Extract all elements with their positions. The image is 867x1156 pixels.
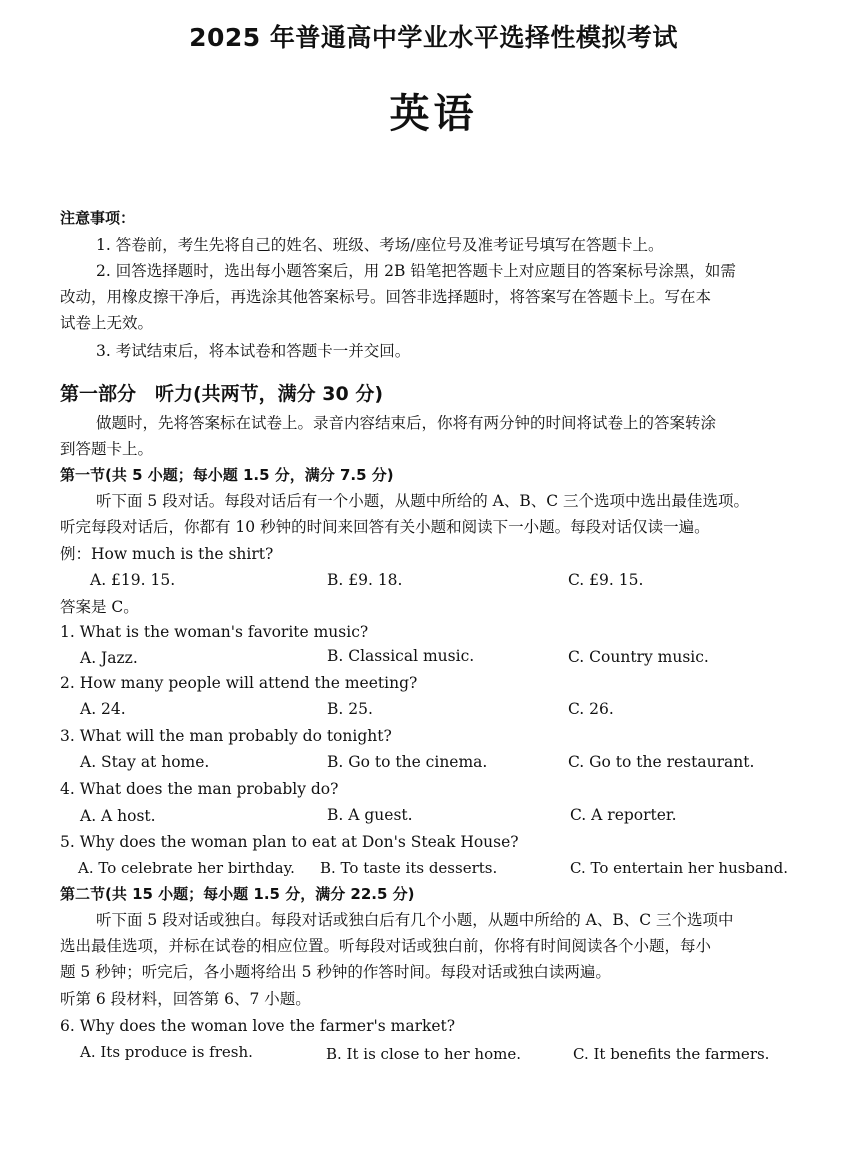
part-intro: 做题时，先将答案标在试卷上。录音内容结束后，你将有两分钟的时间将试卷上的答案转涂 [96,414,717,432]
example-option-b: B. £9. 18. [327,571,403,589]
part-heading: 第一部分 听力(共两节，满分 30 分) [60,383,384,405]
material-note: 听第 6 段材料，回答第 6、7 小题。 [60,990,311,1008]
section-intro: 听完每段对话后，你都有 10 秒钟的时间来回答有关小题和阅读下一小题。每段对话仅读一遍。 [60,518,710,536]
question: 1. What is the woman's favorite music? [60,623,369,641]
option-a: A. Jazz. [80,649,138,667]
example-option-a: A. £19. 15. [90,571,176,589]
exam-title: 2025 年普通高中学业水平选择性模拟考试 [189,23,678,52]
question: 5. Why does the woman plan to eat at Don's Steak House? [60,833,519,851]
option-b: B. It is close to her home. [326,1045,521,1063]
question: 3. What will the man probably do tonight? [60,727,392,745]
option-c: C. Go to the restaurant. [568,753,755,771]
section-intro: 听下面 5 段对话或独白。每段对话或独白后有几个小题，从题中所给的 A、B、C 三个选项中 [96,911,734,929]
option-b: B. Go to the cinema. [327,753,488,771]
notice-item: 2. 回答选择题时，选出每小题答案后，用 2B 铅笔把答题卡上对应题目的答案标号涂黑，如需 [96,262,736,280]
option-b: B. 25. [327,700,373,718]
option-b: B. Classical music. [327,647,475,665]
example-answer: 答案是 C。 [60,598,139,616]
option-c: C. Country music. [568,648,709,666]
section-heading: 第一节(共 5 小题；每小题 1.5 分，满分 7.5 分) [60,466,394,484]
subject-title: 英语 [389,91,478,137]
section-heading: 第二节(共 15 小题；每小题 1.5 分，满分 22.5 分) [60,885,415,903]
question: 2. How many people will attend the meeting? [60,674,418,692]
option-c: C. 26. [568,700,614,718]
section-intro: 选出最佳选项，并标在试卷的相应位置。听每段对话或独白前，你将有时间阅读各个小题，每小 [60,937,712,955]
option-c: C. It benefits the farmers. [573,1045,770,1063]
notice-item: 改动，用橡皮擦干净后，再选涂其他答案标号。回答非选择题时，将答案写在答题卡上。写在本 [60,288,712,306]
section-intro: 题 5 秒钟；听完后，各小题将给出 5 秒钟的作答时间。每段对话或独白读两遍。 [60,963,611,981]
question: 4. What does the man probably do? [60,780,339,798]
section-intro: 听下面 5 段对话。每段对话后有一个小题，从题中所给的 A、B、C 三个选项中选出最佳选项。 [96,492,750,510]
option-c: C. A reporter. [570,806,677,824]
part-intro: 到答题卡上。 [60,440,154,458]
notice-item: 试卷上无效。 [60,314,154,332]
example-question: 例：How much is the shirt? [60,545,274,563]
option-b: B. A guest. [327,806,413,824]
notice-item: 1. 答卷前，考生先将自己的姓名、班级、考场/座位号及准考证号填写在答题卡上。 [96,236,664,254]
notice-heading: 注意事项： [60,209,136,227]
option-c: C. To entertain her husband. [570,859,788,877]
example-option-c: C. £9. 15. [568,571,644,589]
option-a: A. Its produce is fresh. [80,1043,253,1061]
question: 6. Why does the woman love the farmer's market? [60,1017,456,1035]
option-a: A. 24. [80,700,126,718]
notice-item: 3. 考试结束后，将本试卷和答题卡一并交回。 [96,342,411,360]
option-a: A. Stay at home. [80,753,210,771]
option-a: A. To celebrate her birthday. [78,859,295,877]
option-b: B. To taste its desserts. [320,859,498,877]
option-a: A. A host. [80,807,156,825]
